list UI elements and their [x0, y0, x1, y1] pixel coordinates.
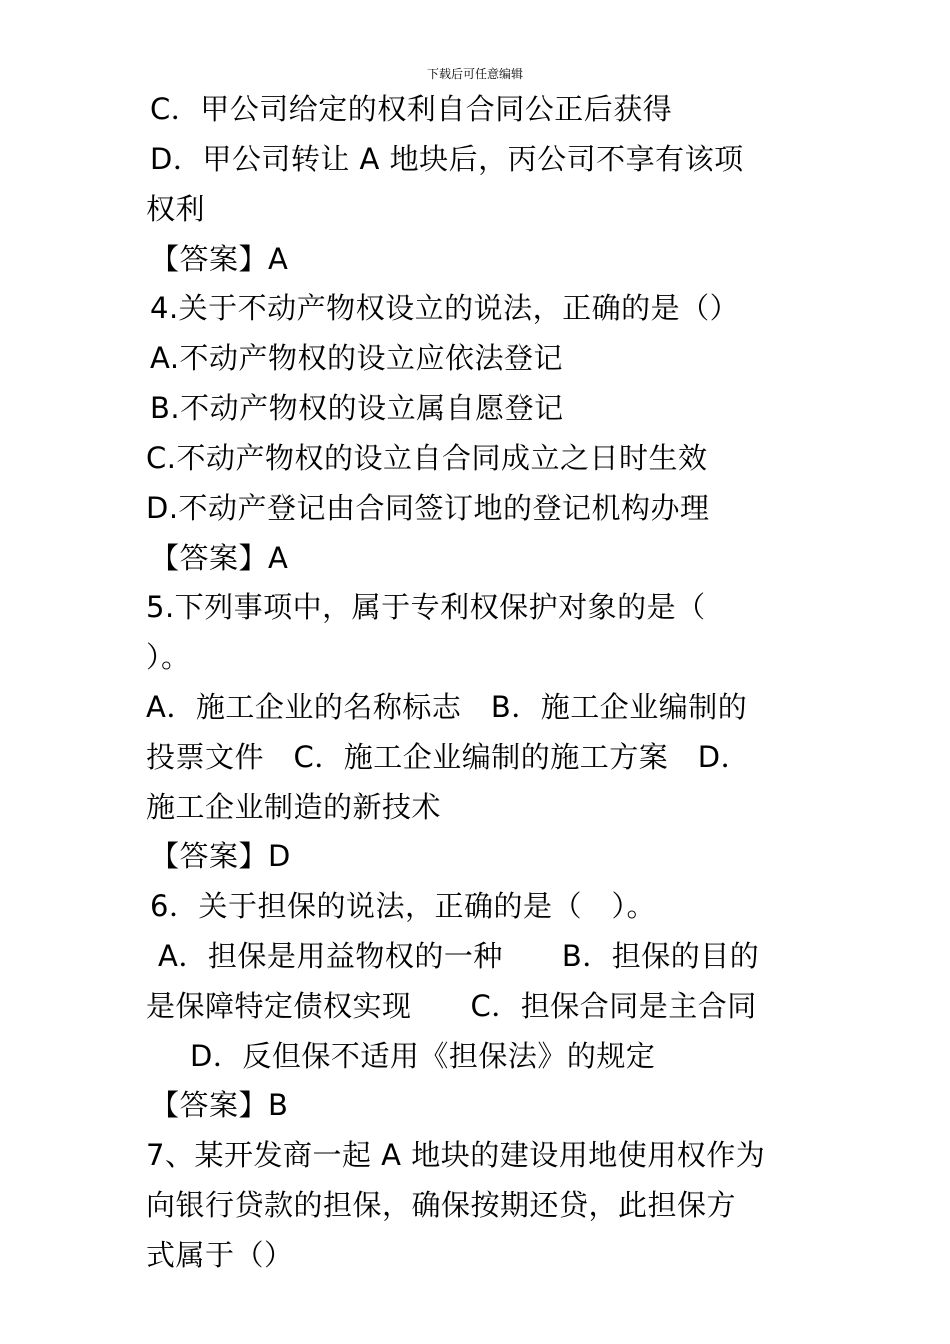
options-q6-line2: 是保障特定债权实现 C．担保合同是主合同 [146, 989, 757, 1023]
options-q5-line3: 施工企业制造的新技术 [146, 790, 442, 824]
question-4: 4.关于不动产物权设立的说法，正确的是（） [150, 291, 740, 325]
question-7: 7、某开发商一起 A 地块的建设用地使用权作为 [146, 1138, 766, 1172]
answer-q3: 【答案】A [150, 242, 289, 276]
option-d-q3-cont: 权利 [146, 192, 206, 226]
answer-q5: 【答案】D [150, 839, 291, 873]
page-header: 下载后可任意编辑 [426, 67, 523, 81]
option-d-q3: D．甲公司转让 A 地块后，丙公司不享有该项 [150, 142, 744, 176]
option-c-q3: C．甲公司给定的权利自合同公正后获得 [150, 92, 673, 126]
answer-q4: 【答案】A [150, 541, 289, 575]
option-a-q4: A.不动产物权的设立应依法登记 [150, 341, 564, 375]
option-d-q4: D.不动产登记由合同签订地的登记机构办理 [146, 491, 710, 525]
answer-q6: 【答案】B [150, 1088, 289, 1122]
question-7-cont2: 式属于（） [146, 1238, 294, 1272]
question-7-cont1: 向银行贷款的担保，确保按期还贷，此担保方 [146, 1188, 737, 1222]
options-q6-line3: D．反但保不适用《担保法》的规定 [190, 1039, 656, 1073]
option-b-q4: B.不动产物权的设立属自愿登记 [150, 391, 564, 425]
question-5-cont: ）。 [146, 640, 191, 674]
option-c-q4: C.不动产物权的设立自合同成立之日时生效 [146, 441, 708, 475]
question-6: 6．关于担保的说法，正确的是（ ）。 [150, 889, 656, 923]
options-q6-line1: A．担保是用益物权的一种 B．担保的目的 [158, 939, 760, 973]
options-q5-line1: A．施工企业的名称标志 B．施工企业编制的 [146, 690, 748, 724]
options-q5-line2: 投票文件 C．施工企业编制的施工方案 D． [146, 740, 751, 774]
question-5: 5.下列事项中，属于专利权保护对象的是（ [146, 590, 706, 624]
